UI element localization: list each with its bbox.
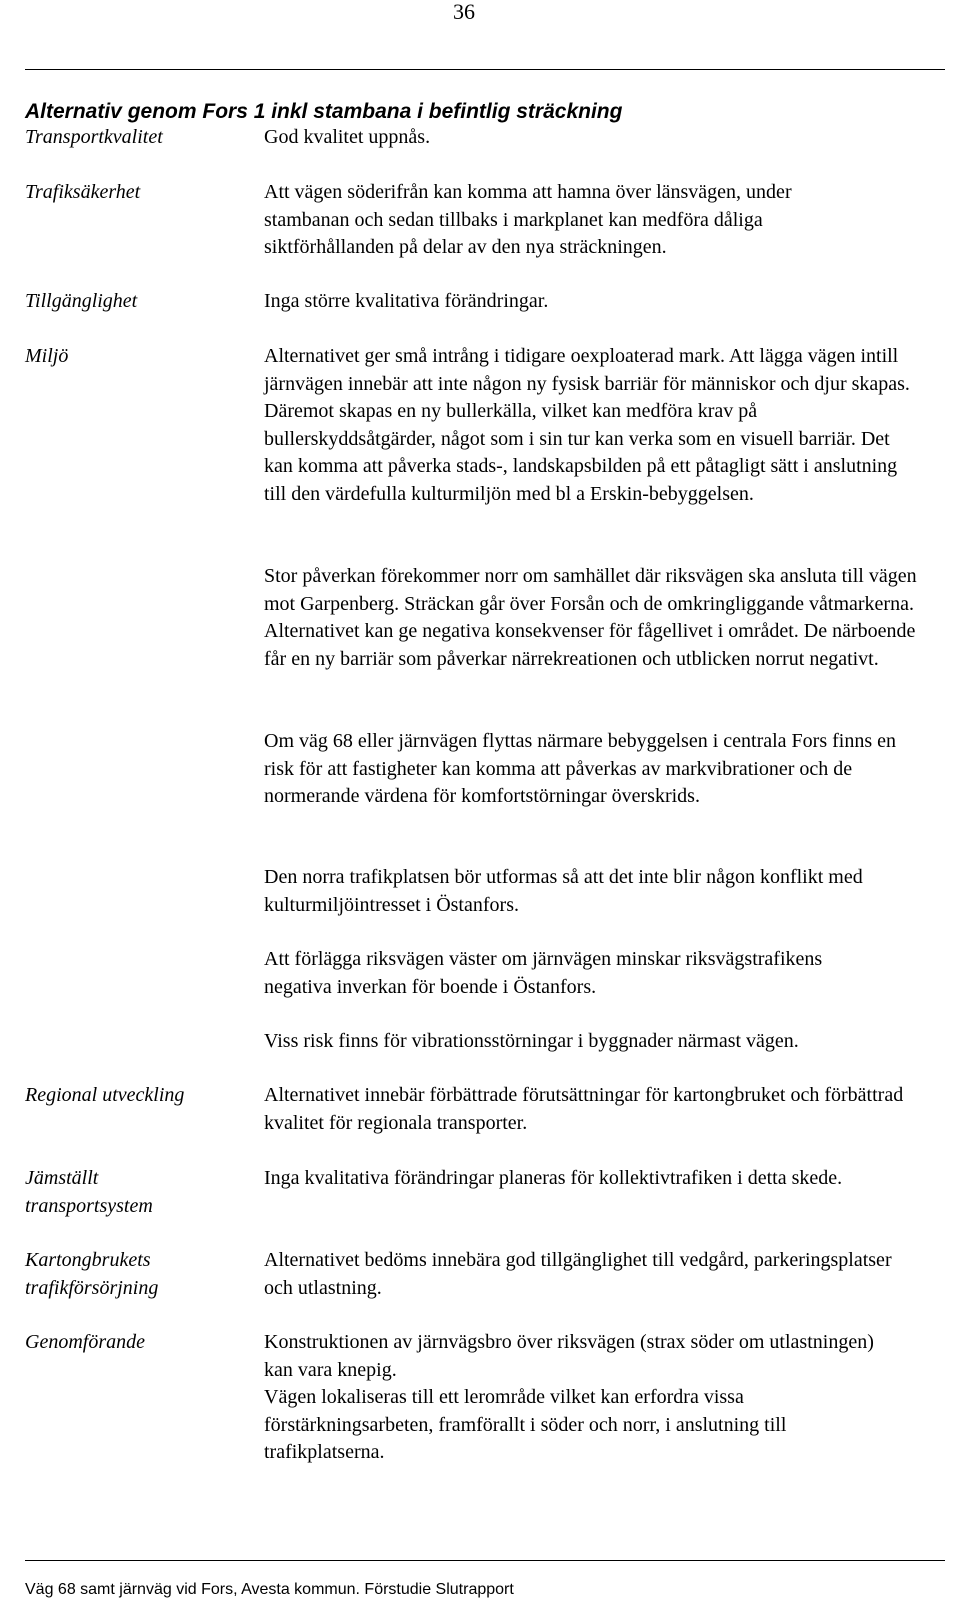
text-miljo-5: Att förlägga riksvägen väster om järnvägen minskar riksvägstrafikens negativa inverkan för boende i Östanfors. bbox=[264, 948, 823, 998]
page-number: 36 bbox=[453, 0, 475, 24]
text-tillganglighet: Inga större kvalitativa förändringar. bbox=[264, 290, 549, 312]
text-miljo-1: Alternativet ger små intrång i tidigare oexploaterad mark. Att lägga vägen intill järnvägen innebär att inte någon ny fysisk barriär för människor och djur skapas. Däremot skapas en ny bullerkälla, vilket kan medföra krav på bullerskyddsåtgärder, något som i sin tur kan verka som en visuell barriär. Det kan komma att påverka stads-, landskapsbilden på ett påtagligt sätt i anslutning till den värdefulla kulturmiljön med bl a Erskin-bebyggelsen. bbox=[264, 345, 910, 505]
section-title: Alternativ genom Fors 1 inkl stambana i befintlig sträckning bbox=[25, 100, 623, 123]
label-tillganglighet: Tillgänglighet bbox=[25, 290, 138, 312]
para-transportkvalitet bbox=[264, 124, 934, 152]
text-genomforande-2: Vägen lokaliseras till ett lerområde vilket kan erfordra vissa förstärkningsarbeten, framförallt i söder och norr, i anslutning till trafikplatserna. bbox=[264, 1386, 787, 1463]
footer-divider bbox=[25, 1560, 945, 1561]
text-miljo-4: Den norra trafikplatsen bör utformas så att det inte blir någon konflikt med kulturmiljöintresset i Östanfors. bbox=[264, 866, 863, 916]
para-regional-utveckling bbox=[264, 1082, 904, 1137]
text-miljo-3: Om väg 68 eller järnvägen flyttas närmare bebyggelsen i centrala Fors finns en risk för att fastigheter kan komma att påverkas av markvibrationer och de normerande värdena för komfortstörningar överskrids. bbox=[264, 730, 897, 807]
para-jamstallt-transportsystem bbox=[264, 1165, 904, 1193]
label-genomforande: Genomförande bbox=[25, 1331, 145, 1353]
label-transportkvalitet: Transportkvalitet bbox=[25, 126, 163, 148]
header-divider bbox=[25, 69, 945, 70]
text-regional-utveckling: Alternativet innebär förbättrade förutsättningar för kartongbruket och förbättrad kvalitet för regionala transporter. bbox=[264, 1084, 904, 1134]
text-miljo-2: Stor påverkan förekommer norr om samhället där riksvägen ska ansluta till vägen mot Garpenberg. Sträckan går över Forsån och de omkringliggande våtmarkerna. Alternativet kan ge negativa konsekvenser för fågellivet i området. De närboende får en ny barriär som påverkar närrekreationen och utblicken norrut negativt. bbox=[264, 565, 917, 670]
para-trafiksakerhet bbox=[264, 179, 874, 262]
text-miljo-6: Viss risk finns för vibrationsstörningar i byggnader närmast vägen. bbox=[264, 1030, 799, 1052]
para-miljo-4 bbox=[264, 864, 874, 919]
text-jamstallt-transportsystem: Inga kvalitativa förändringar planeras för kollektivtrafiken i detta skede. bbox=[264, 1167, 843, 1189]
para-genomforande bbox=[264, 1329, 904, 1467]
text-genomforande-1: Konstruktionen av järnvägsbro över riksvägen (strax söder om utlastningen) kan vara knepig. bbox=[264, 1331, 874, 1381]
text-trafiksakerhet: Att vägen söderifrån kan komma att hamna över länsvägen, under stambanan och sedan tillbaks i markplanet kan medföra dåliga siktförhållanden på delar av den nya sträckningen. bbox=[264, 181, 792, 258]
label-miljo: Miljö bbox=[25, 345, 69, 367]
label-trafiksakerhet: Trafiksäkerhet bbox=[25, 181, 141, 203]
text-kartongbrukets-trafikforsorjning: Alternativet bedöms innebära god tillgänglighet till vedgård, parkeringsplatser och utlastning. bbox=[264, 1249, 892, 1299]
label-regional-utveckling: Regional utveckling bbox=[25, 1084, 185, 1106]
para-tillganglighet bbox=[264, 288, 934, 316]
para-miljo-1 bbox=[264, 343, 919, 508]
para-miljo-6 bbox=[264, 1028, 934, 1056]
label-jamstallt-transportsystem: Jämställt transportsystem bbox=[25, 1167, 153, 1217]
para-miljo-2 bbox=[264, 563, 919, 673]
para-miljo-5 bbox=[264, 946, 874, 1001]
label-kartongbrukets-trafikforsorjning: Kartongbrukets trafikförsörjning bbox=[25, 1249, 159, 1299]
para-kartongbrukets-trafikforsorjning bbox=[264, 1247, 904, 1302]
para-miljo-3 bbox=[264, 728, 919, 811]
text-transportkvalitet: God kvalitet uppnås. bbox=[264, 126, 431, 148]
footer-text: Väg 68 samt järnväg vid Fors, Avesta kommun. Förstudie Slutrapport bbox=[25, 1581, 514, 1598]
